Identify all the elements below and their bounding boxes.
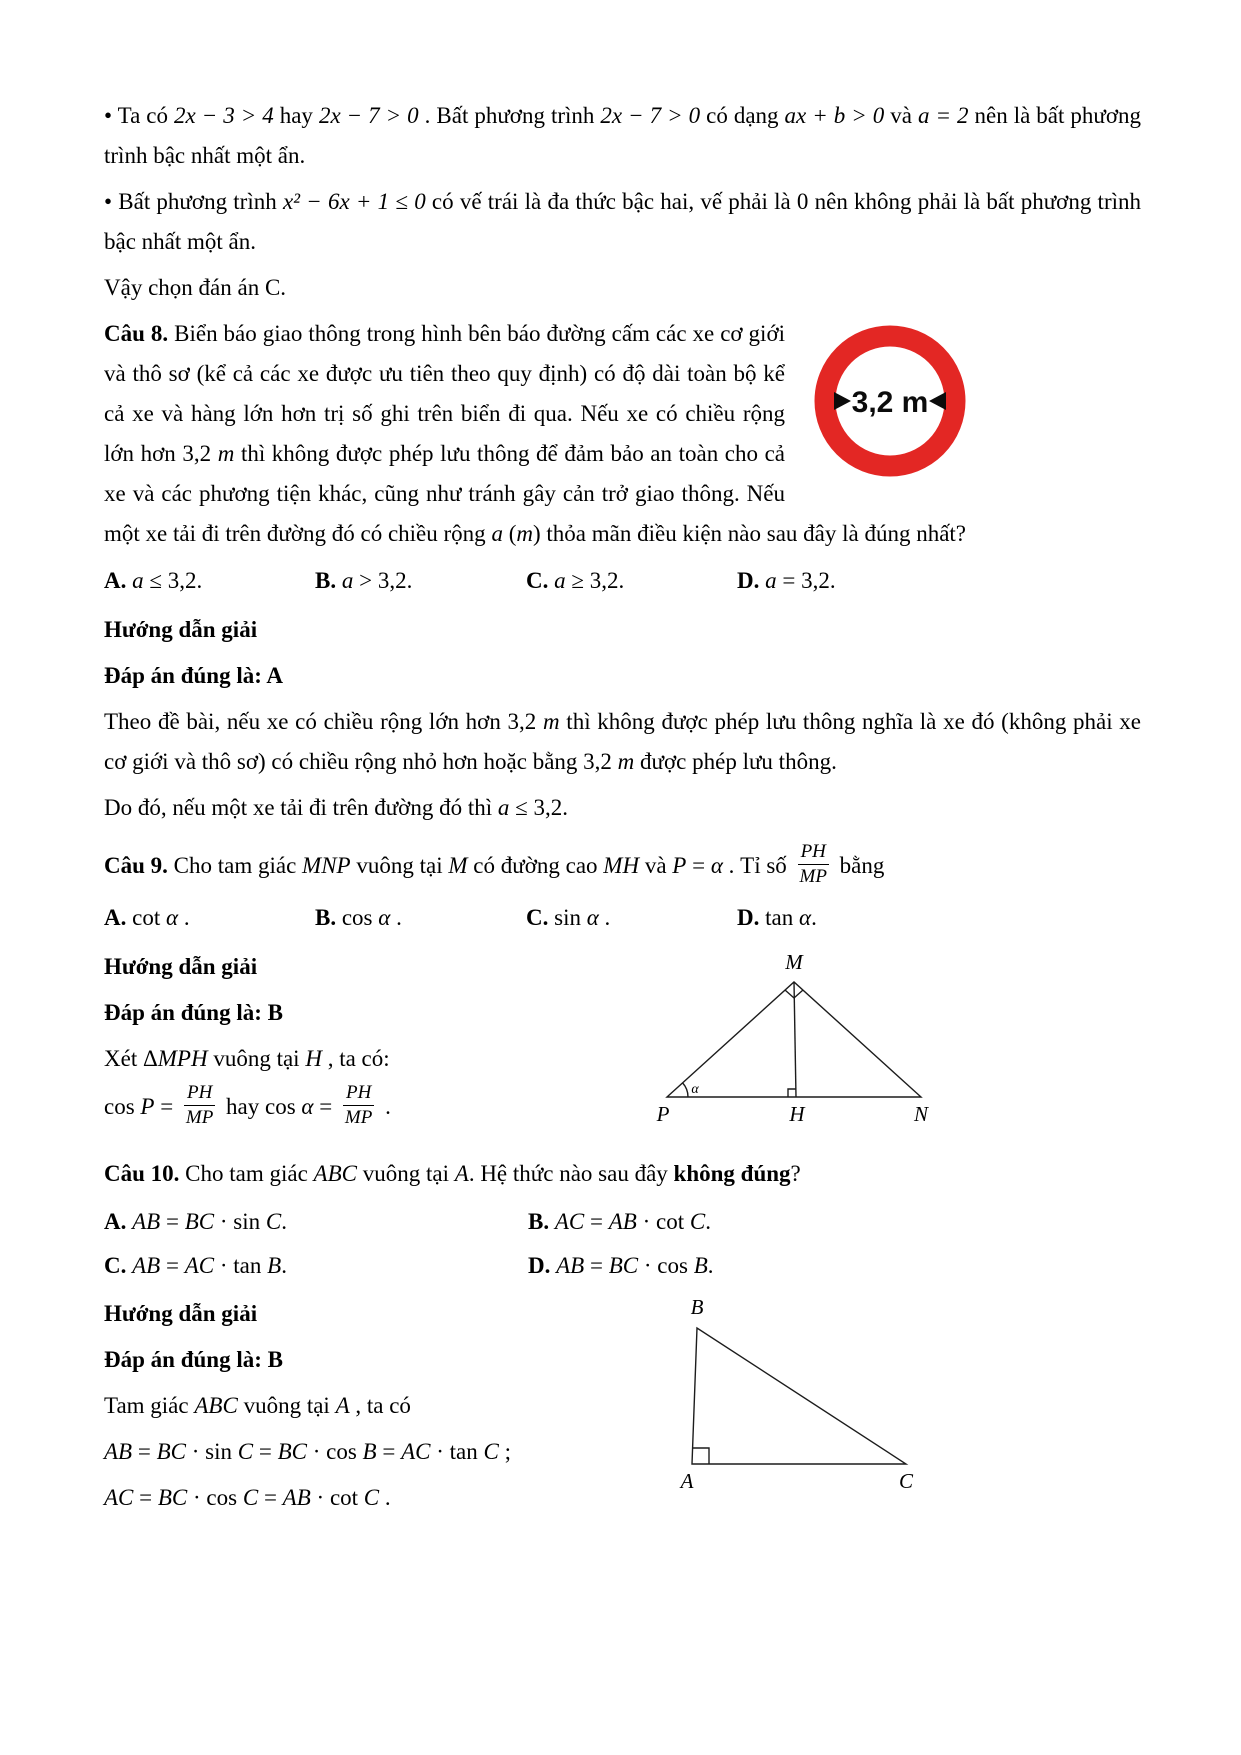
question-9-solution-text [104, 947, 651, 1138]
right-triangle-mnp-diagram [651, 949, 941, 1135]
vertex-label-c: C [898, 1469, 914, 1493]
question-10-guide-heading: Hướng dẫn giải [104, 1301, 258, 1326]
right-angle-mark-at-a [693, 1448, 709, 1464]
question-10-option-a: A. AB = BC · sin C. [104, 1209, 287, 1234]
vertex-label-n: N [913, 1102, 929, 1126]
altitude-line-mh [794, 982, 796, 1097]
sign-value-label: 3,2 m [851, 386, 929, 419]
question-8-block [104, 314, 1141, 828]
question-10-stem: Câu 10. Cho tam giác ABC vuông tại A. Hệ thức nào sau đây không đúng? [104, 1161, 801, 1186]
traffic-sign-icon [805, 320, 975, 482]
question-9-option-a: A. cot α . [104, 905, 190, 930]
angle-alpha-label: α [691, 1082, 699, 1097]
question-9-option-b: B. cos α . [315, 905, 402, 930]
question-9-block [104, 841, 1141, 1138]
question-8-option-a: A. a ≤ 3,2. [104, 568, 203, 593]
question-8-option-d: D. a = 3,2. [737, 568, 836, 593]
question-9-options [104, 897, 1141, 939]
question-10-options [104, 1200, 1141, 1288]
question-10-option-b: B. AC = AB · cot C. [528, 1209, 711, 1234]
angle-arc-at-p [683, 1083, 688, 1097]
vertex-label-p: P [656, 1102, 670, 1126]
question-8-correct-answer: Đáp án đúng là: A [104, 663, 283, 688]
question-10-solution-text [104, 1294, 671, 1524]
question-10-solution-l2: AB = BC · sin C = BC · cos B = AC · tan C ; [104, 1439, 511, 1464]
triangle-mnp-figure [651, 949, 941, 1129]
intro-conclusion: Vậy chọn đán án C. [104, 275, 287, 300]
intro-bullet-2: • Bất phương trình x² − 6x + 1 ≤ 0 có vế trái là đa thức bậc hai, vế phải là 0 nên không phải là bất phương trình bậc nhất một ẩn. [104, 189, 1141, 254]
foot-label-h: H [789, 1102, 805, 1126]
right-angle-mark-at-h [788, 1089, 796, 1097]
question-8-guide-heading: Hướng dẫn giải [104, 617, 258, 642]
question-8-solution-p1: Theo đề bài, nếu xe có chiều rộng lớn hơn 3,2 m thì không được phép lưu thông nghĩa là xe đó (không phải xe cơ giới và thô sơ) có chiều rộng nhỏ hơn hoặc bằng 3,2 m được phép lưu thông. [104, 709, 1142, 774]
question-9-guide-heading: Hướng dẫn giải [104, 954, 258, 979]
question-9-solution-l2: cos P = $\frac{PH}{MP}$ hay cos α = $\frac{PH}{MP}$ . [104, 1082, 391, 1128]
question-8-stem: Câu 8. Biển báo giao thông trong hình bên báo đường cấm các xe cơ giới và thô sơ (kể cả các xe được ưu tiên theo quy định) có độ dài toàn bộ kể cả xe và hàng lớn hơn trị số ghi trên biển đi qua. Nếu xe có chiều rộng lớn hơn 3,2 m thì không được phép lưu thông để đảm bảo an toàn cho cả xe và các phương tiện khác, cũng như tránh gây cản trở giao thông. Nếu một xe tải đi trên đường đó có chiều rộng a (m) thỏa mãn điều kiện nào sau đây là đúng nhất? [104, 321, 967, 546]
vertex-label-a: A [680, 1469, 694, 1493]
intro-bullet-1: • Ta có 2x − 3 > 4 hay 2x − 7 > 0 . Bất phương trình 2x − 7 > 0 có dạng ax + b > 0 và a = 2 nên là bất phương trình bậc nhất một ẩn. [104, 103, 1142, 168]
question-10-solution-l3: AC = BC · cos C = AB · cot C . [104, 1485, 391, 1510]
question-9-solution-l1: Xét ΔMPH vuông tại H , ta có: [104, 1046, 390, 1071]
question-10-solution-l1: Tam giác ABC vuông tại A , ta có [104, 1393, 411, 1418]
question-10-option-c: C. AB = AC · tan B. [104, 1253, 287, 1278]
vertex-label-b: B [690, 1296, 704, 1319]
question-10-block [104, 1154, 1141, 1524]
vertex-label-m: M [785, 950, 803, 974]
question-9-option-d: D. tan α. [737, 905, 817, 930]
question-10-correct-answer: Đáp án đúng là: B [104, 1347, 283, 1372]
question-9-solution-row [104, 947, 1141, 1138]
question-9-correct-answer: Đáp án đúng là: B [104, 1000, 283, 1025]
right-triangle-abc-diagram [671, 1296, 921, 1502]
question-9-stem: Câu 9. Cho tam giác MNP vuông tại M có đường cao MH và P = α . Tỉ số $\frac{PH}{MP}$ bằng [104, 841, 885, 887]
question-8-options [104, 560, 1141, 602]
triangle-outline [692, 1328, 906, 1464]
question-10-solution-row [104, 1294, 1141, 1524]
question-10-option-d: D. AB = BC · cos B. [528, 1253, 714, 1278]
question-9-option-c: C. sin α . [526, 905, 611, 930]
triangle-abc-figure [671, 1296, 921, 1496]
question-8-option-b: B. a > 3,2. [315, 568, 413, 593]
question-8-solution-p2: Do đó, nếu một xe tải đi trên đường đó thì a ≤ 3,2. [104, 795, 568, 820]
question-8-option-c: C. a ≥ 3,2. [526, 568, 625, 593]
traffic-sign-max-width-3-2m [805, 320, 975, 482]
